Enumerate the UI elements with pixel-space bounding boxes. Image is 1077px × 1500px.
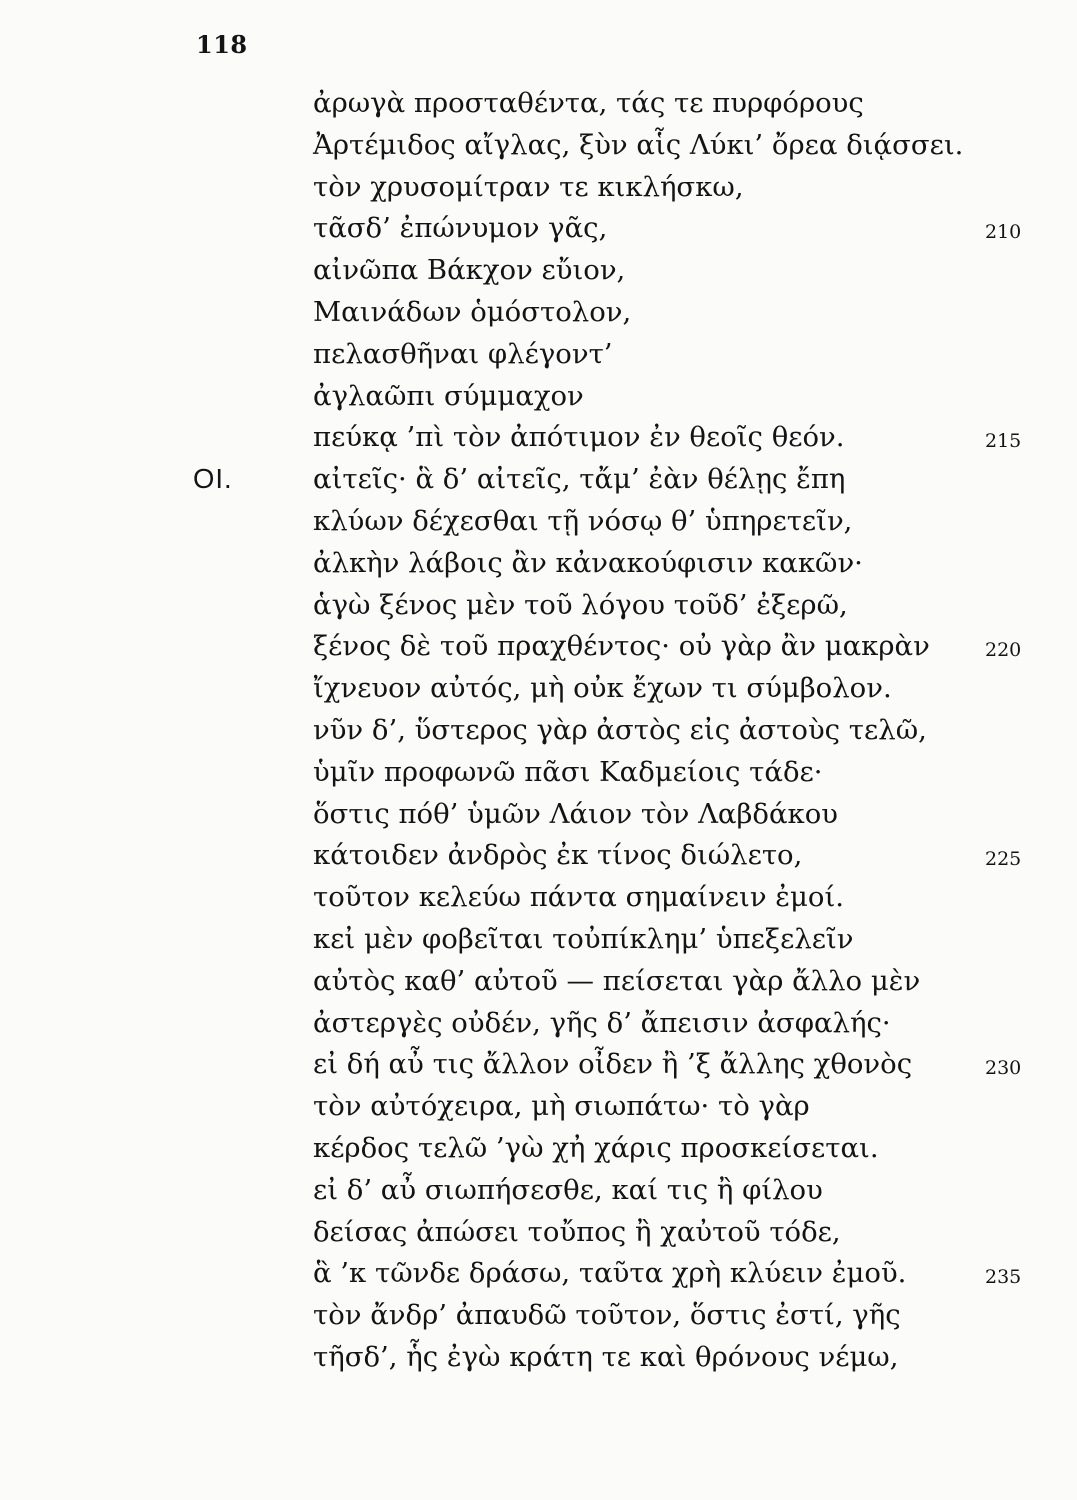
verse-line: [0, 751, 1077, 793]
verse-line: [0, 1127, 1077, 1169]
speaker-label: ΟΙ.: [193, 463, 233, 495]
verse-text: εἰ δή αὖ τις ἄλλον οἶδεν ἢ ’ξ ἄλλης χθονὸς: [313, 1048, 913, 1081]
verse-text: τὸν χρυσομίτραν τε κικλήσκω,: [313, 170, 744, 203]
line-number: 235: [985, 1266, 1022, 1289]
verse-line: [0, 876, 1077, 918]
line-number: 215: [985, 430, 1022, 453]
line-number: 220: [985, 639, 1022, 662]
verse-text: αἰτεῖς· ἃ δ’ αἰτεῖς, τἄμ’ ἐὰν θέλῃς ἔπη: [313, 463, 846, 496]
verse-text: κέρδος τελῶ ’γὼ χἠ χάρις προσκείσεται.: [313, 1132, 879, 1164]
verse-text: Ἀρτέμιδος αἴγλας, ξὺν αἷς Λύκι’ ὄρεα διᾴσσει.: [313, 128, 964, 161]
verse-text: αὐτὸς καθ’ αὐτοῦ — πείσεται γὰρ ἄλλο μὲν: [313, 964, 921, 997]
verse-line: [0, 333, 1077, 375]
verse-text: πελασθῆναι φλέγοντ’: [313, 337, 613, 370]
verse-text: κάτοιδεν ἀνδρὸς ἐκ τίνος διώλετο,: [313, 839, 803, 872]
verse-text: τοῦτον κελεύω πάντα σημαίνειν ἐμοί.: [313, 881, 844, 914]
verse-line: [0, 458, 1077, 500]
verse-line: [0, 1043, 1077, 1085]
verse-text: ξένος δὲ τοῦ πραχθέντος· οὐ γὰρ ἂν μακρὰν: [313, 630, 930, 663]
verse-text: ἀστεργὲς οὐδέν, γῆς δ’ ἄπεισιν ἀσφαλής·: [313, 1006, 891, 1039]
verse-line: [0, 625, 1077, 667]
verse-text: κλύων δέχεσθαι τῇ νόσῳ θ’ ὑπηρετεῖν,: [313, 505, 853, 537]
verse-line: [0, 375, 1077, 417]
verse-line: [0, 207, 1077, 249]
verse-line: [0, 82, 1077, 124]
verse-line: [0, 709, 1077, 751]
verse-text: νῦν δ’, ὕστερος γὰρ ἀστὸς εἰς ἀστοὺς τελῶ,: [313, 714, 927, 746]
verse-line: [0, 584, 1077, 626]
verse-text: ἀγλαῶπι σύμμαχον: [313, 379, 584, 412]
verse-text: τᾶσδ’ ἐπώνυμον γᾶς,: [313, 212, 608, 245]
verse-text: ἴχνευον αὐτός, μὴ οὐκ ἔχων τι σύμβολον.: [313, 672, 892, 705]
verse-text: ἁγὼ ξένος μὲν τοῦ λόγου τοῦδ’ ἐξερῶ,: [313, 588, 848, 621]
verse-line: [0, 416, 1077, 458]
verse-line: [0, 1169, 1077, 1211]
verse-line: [0, 1252, 1077, 1294]
verse-line: [0, 1336, 1077, 1378]
verse-line: [0, 1085, 1077, 1127]
verse-line: [0, 249, 1077, 291]
verse-text: τὸν αὐτόχειρα, μὴ σιωπάτω· τὸ γὰρ: [313, 1090, 810, 1123]
verse-text: τὸν ἄνδρ’ ἀπαυδῶ τοῦτον, ὅστις ἐστί, γῆς: [313, 1299, 901, 1332]
verse-line: [0, 834, 1077, 876]
verse-text: ὅστις πόθ’ ὑμῶν Λάιον τὸν Λαβδάκου: [313, 797, 838, 830]
verse-line: [0, 291, 1077, 333]
line-number: 225: [985, 848, 1022, 871]
verse-text: ἀρωγὰ προσταθέντα, τάς τε πυρφόρους: [313, 87, 864, 119]
verse-text: Μαινάδων ὁμόστολον,: [313, 296, 632, 328]
verse-text: πεύκᾳ ’πὶ τὸν ἀπότιμον ἐν θεοῖς θεόν.: [313, 421, 845, 454]
verse-text: εἰ δ’ αὖ σιωπήσεσθε, καί τις ἢ φίλου: [313, 1173, 823, 1206]
verse-text: κεἰ μὲν φοβεῖται τοὐπίκλημ’ ὑπεξελεῖν: [313, 923, 854, 955]
verse-line: [0, 793, 1077, 835]
verse-line: [0, 918, 1077, 960]
verse-text: δείσας ἀπώσει τοὔπος ἢ χαὐτοῦ τόδε,: [313, 1215, 841, 1248]
verse-text: τῆσδ’, ἧς ἐγὼ κράτη τε καὶ θρόνους νέμω,: [313, 1341, 899, 1373]
verse-line: [0, 1294, 1077, 1336]
page-number: 118: [196, 30, 248, 59]
verse-text: ἃ ’κ τῶνδε δράσω, ταῦτα χρὴ κλύειν ἐμοῦ.: [313, 1257, 907, 1290]
verse-text: ἀλκὴν λάβοις ἂν κἀνακούφισιν κακῶν·: [313, 546, 863, 579]
verse-line: [0, 166, 1077, 208]
verse-line: [0, 542, 1077, 584]
line-number: 210: [985, 221, 1022, 244]
verse-line: [0, 124, 1077, 166]
verse-text: ὑμῖν προφωνῶ πᾶσι Καδμείοις τάδε·: [313, 755, 823, 788]
verse-line: [0, 1211, 1077, 1253]
verse-line: [0, 1002, 1077, 1044]
verse-line: [0, 960, 1077, 1002]
line-number: 230: [985, 1057, 1022, 1080]
verse-line: [0, 667, 1077, 709]
verse-line: [0, 500, 1077, 542]
verse-text: αἰνῶπα Βάκχον εὔιον,: [313, 254, 626, 287]
